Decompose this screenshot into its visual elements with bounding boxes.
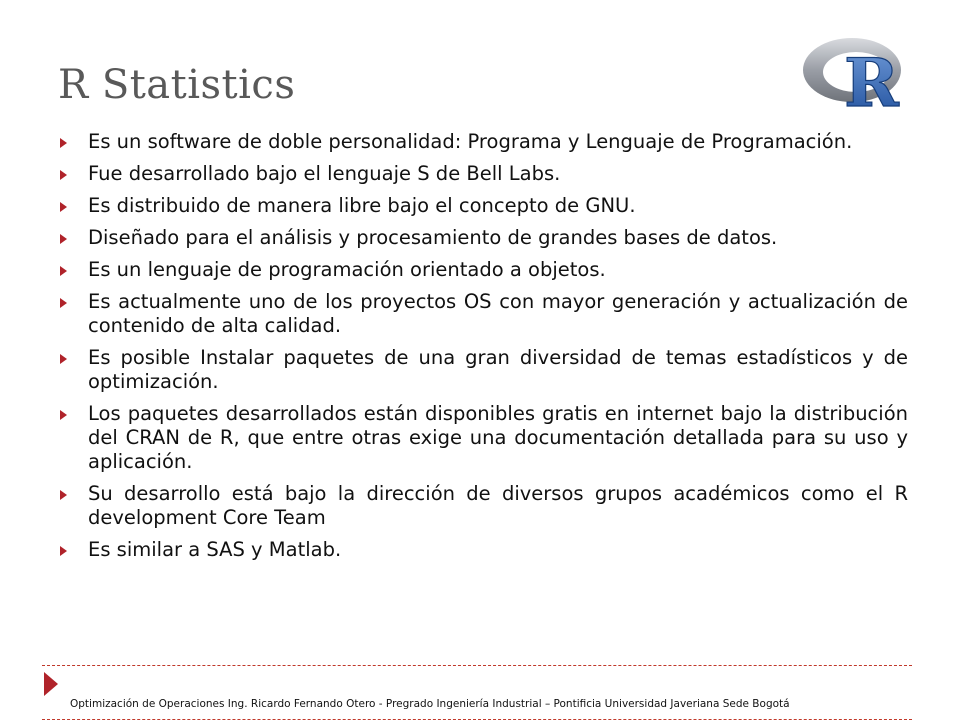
- bullet-item: Es un software de doble personalidad: Programa y Lenguaje de Programación.: [58, 130, 908, 154]
- bullet-arrow-icon: [60, 298, 67, 308]
- footer-divider-top: [42, 665, 912, 666]
- bullet-item: Los paquetes desarrollados están disponibles gratis en internet bajo la distribución del CRAN de R, que entre otras exige una documentación detallada para su uso y aplicación.: [58, 402, 908, 474]
- bullet-item: Es distribuido de manera libre bajo el concepto de GNU.: [58, 194, 908, 218]
- bullet-arrow-icon: [60, 138, 67, 148]
- bullet-item: Su desarrollo está bajo la dirección de diversos grupos académicos como el R development Core Team: [58, 482, 908, 530]
- slide-title: R Statistics: [58, 62, 296, 108]
- bullet-item: Diseñado para el análisis y procesamiento de grandes bases de datos.: [58, 226, 908, 250]
- bullet-list: [58, 130, 908, 570]
- bullet-item: Es un lenguaje de programación orientado a objetos.: [58, 258, 908, 282]
- footer-text: Optimización de Operaciones Ing. Ricardo Fernando Otero - Pregrado Ingeniería Industrial – Pontificia Universidad Javeriana Sede Bogotá: [70, 698, 790, 710]
- r-logo-icon: [800, 30, 910, 116]
- bullet-item: Es actualmente uno de los proyectos OS con mayor generación y actualización de contenido de alta calidad.: [58, 290, 908, 338]
- bullet-arrow-icon: [60, 410, 67, 420]
- bullet-arrow-icon: [60, 202, 67, 212]
- bullet-arrow-icon: [60, 546, 67, 556]
- bullet-arrow-icon: [60, 266, 67, 276]
- bullet-item: Fue desarrollado bajo el lenguaje S de Bell Labs.: [58, 162, 908, 186]
- bullet-arrow-icon: [60, 490, 67, 500]
- bullet-arrow-icon: [60, 170, 67, 180]
- bullet-arrow-icon: [60, 234, 67, 244]
- r-logo-letter: R: [844, 44, 899, 116]
- bullet-arrow-icon: [60, 354, 67, 364]
- footer-arrow-icon: [44, 672, 58, 696]
- bullet-item: Es similar a SAS y Matlab.: [58, 538, 908, 562]
- bullet-item: Es posible Instalar paquetes de una gran diversidad de temas estadísticos y de optimización.: [58, 346, 908, 394]
